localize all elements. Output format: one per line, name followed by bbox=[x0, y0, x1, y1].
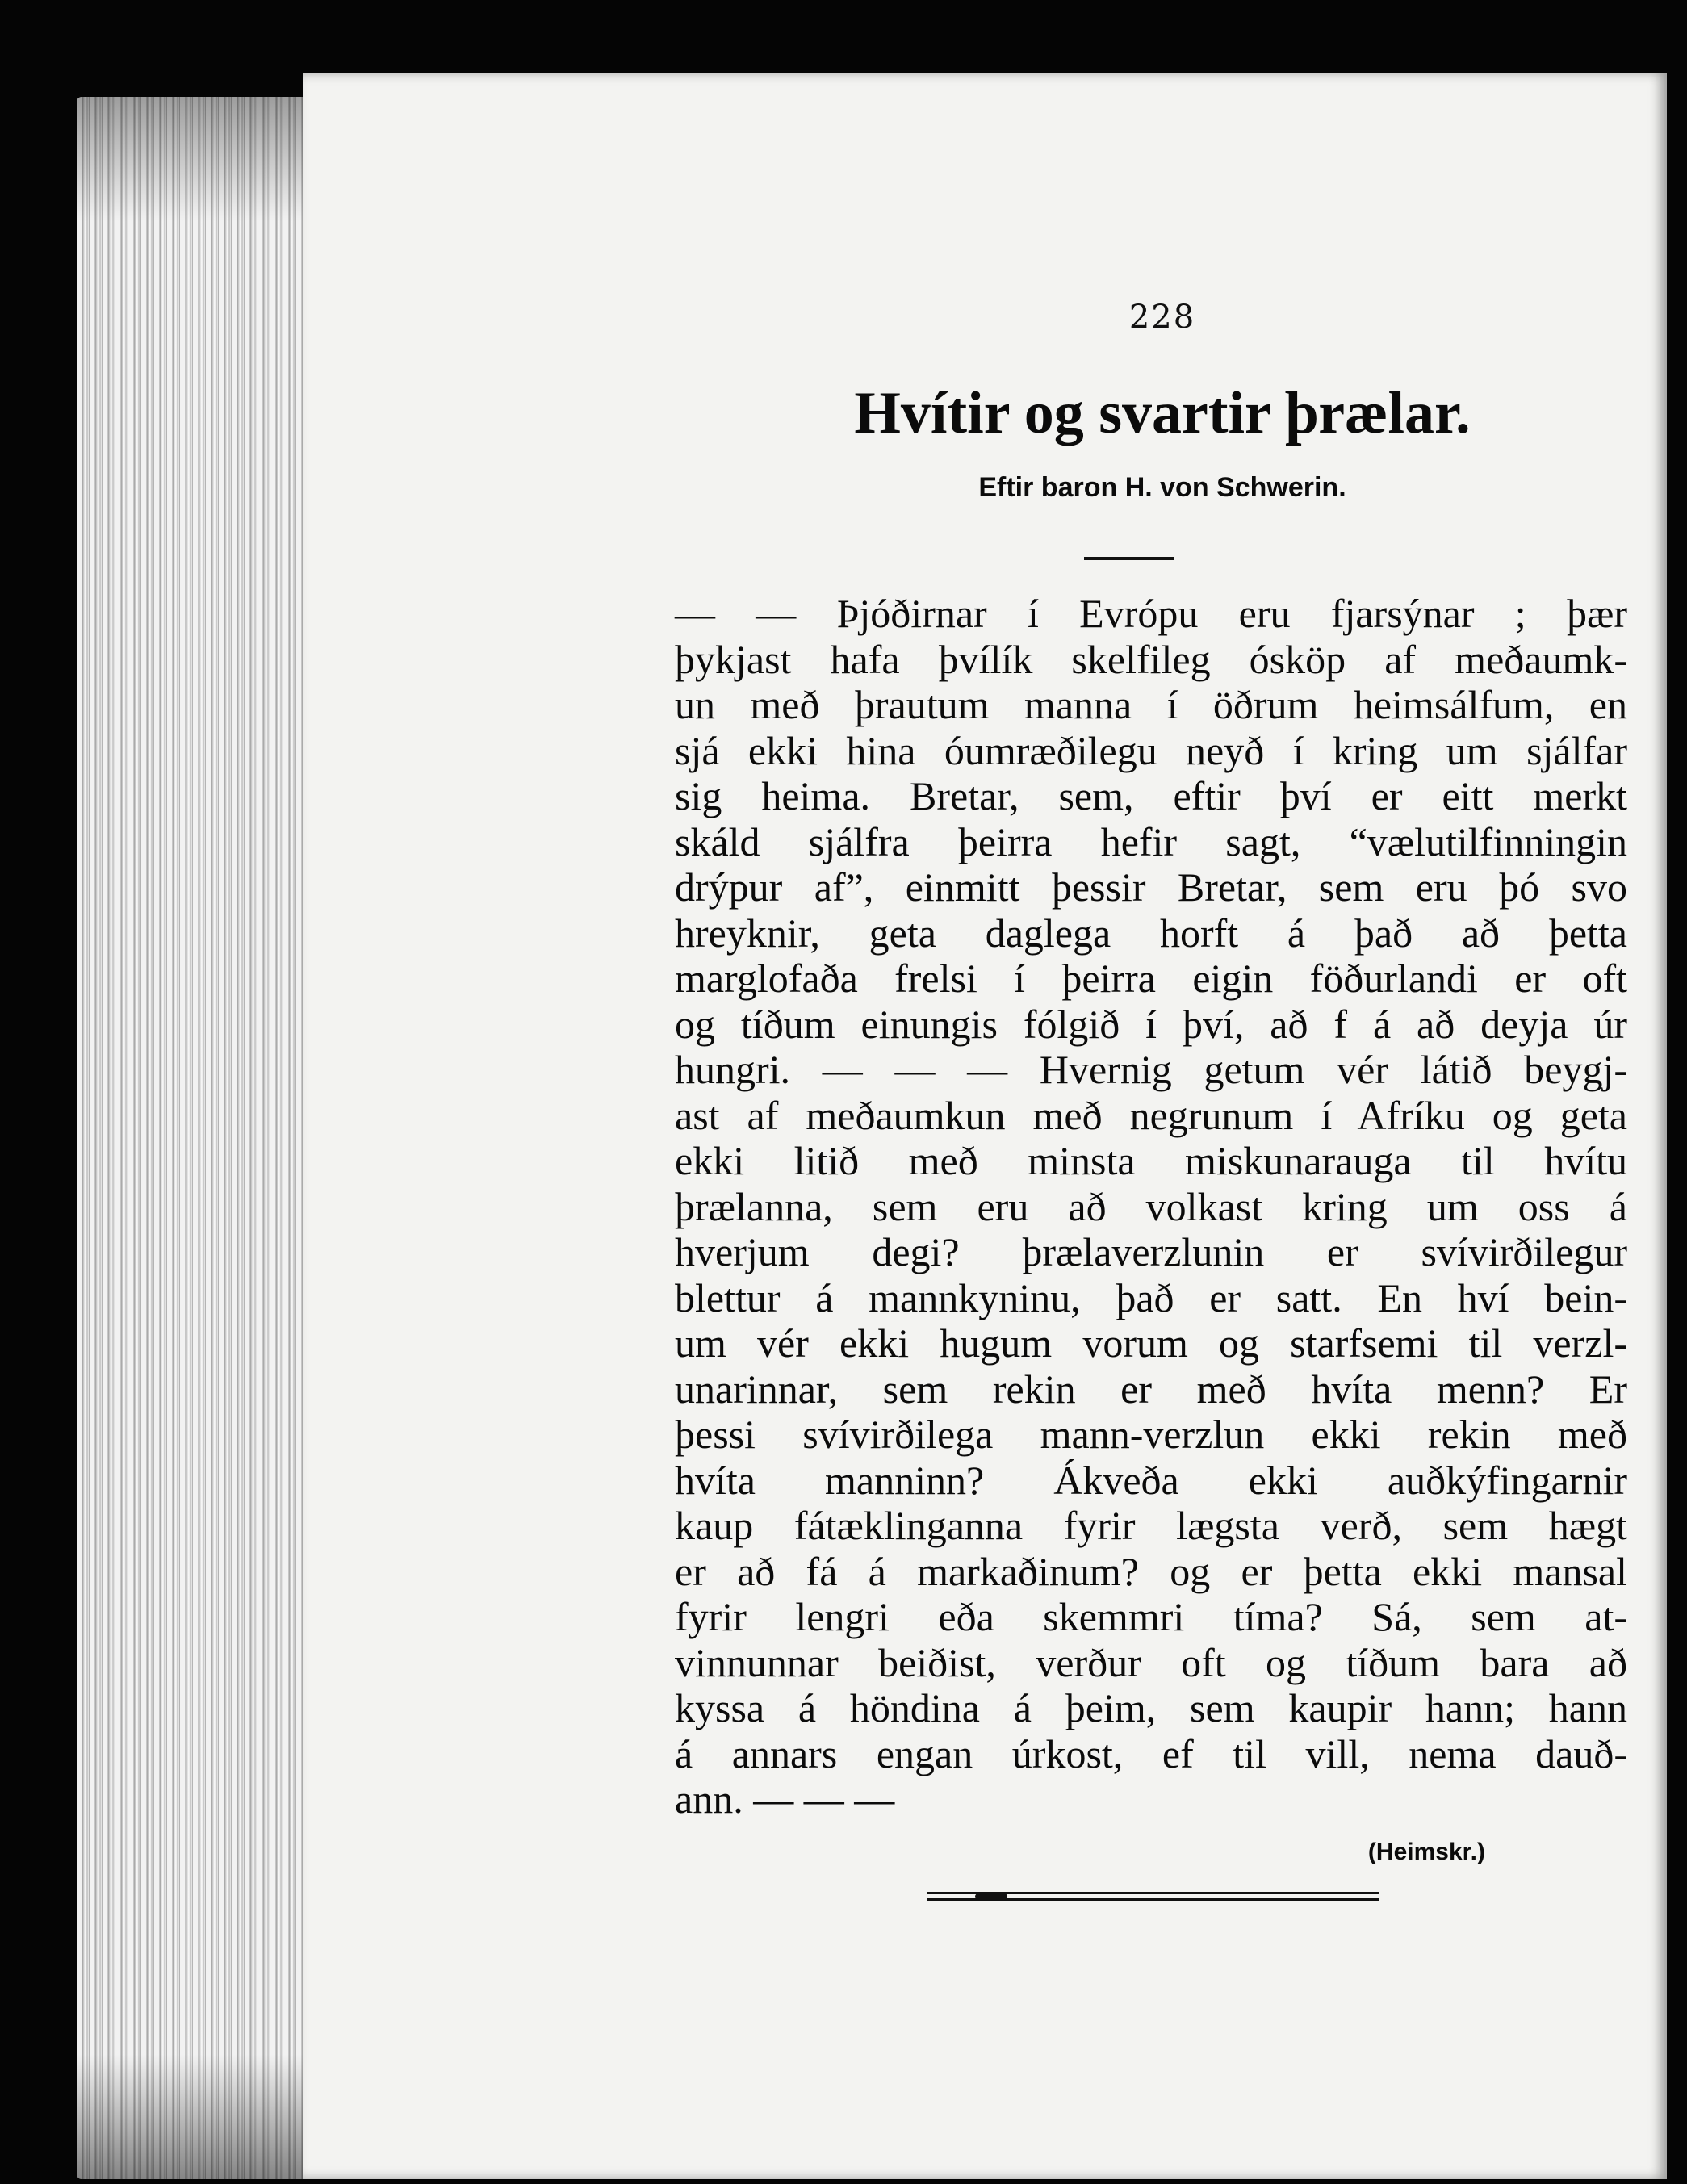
body-line: þessi svívirðilega mann-verzlun ekki rekin með bbox=[675, 1412, 1627, 1457]
body-line: um vér ekki hugum vorum og starfsemi til verzl- bbox=[675, 1320, 1627, 1366]
body-line: marglofaða frelsi í þeirra eigin föðurlandi er oft bbox=[675, 956, 1627, 1001]
body-line: blettur á mannkyninu, það er satt. En hví bein- bbox=[675, 1274, 1627, 1320]
body-line: — — Þjóðirnar í Evrópu eru fjarsýnar ; þær bbox=[675, 591, 1627, 636]
body-line: kyssa á höndina á þeim, sem kaupir hann; hann bbox=[675, 1685, 1627, 1730]
body-line: sig heima. Bretar, sem, eftir því er eitt merkt bbox=[675, 773, 1627, 818]
title-divider bbox=[1084, 557, 1174, 560]
body-line: vinnunnar beiðist, verður oft og tíðum bara að bbox=[675, 1639, 1627, 1685]
body-line: og tíðum einungis fólgið í því, að f á að deyja úr bbox=[675, 1001, 1627, 1047]
body-line: sjá ekki hina óumræðilegu neyð í kring um sjálfar bbox=[675, 727, 1627, 773]
article-byline: Eftir baron H. von Schwerin. bbox=[978, 472, 1346, 503]
article-body bbox=[675, 591, 1627, 1822]
body-line: ast af meðaumkun með negrunum í Afríku og geta bbox=[675, 1092, 1627, 1138]
body-line: ann. — — — bbox=[675, 1776, 895, 1822]
book-page-edges bbox=[77, 97, 311, 2179]
body-line: á annars engan úrkost, ef til vill, nema dauð- bbox=[675, 1730, 1627, 1776]
body-line: unarinnar, sem rekin er með hvíta menn? Er bbox=[675, 1366, 1627, 1412]
page-number: 228 bbox=[1128, 299, 1196, 336]
source-attribution: (Heimskr.) bbox=[1367, 1839, 1485, 1865]
body-line: er að fá á markaðinum? og er þetta ekki mansal bbox=[675, 1548, 1627, 1594]
body-line: þrælanna, sem eru að volkast kring um oss á bbox=[675, 1183, 1627, 1229]
body-line: þykjast hafa þvílík skelfileg ósköp af meðaumk- bbox=[675, 636, 1627, 682]
body-line: hvíta manninn? Ákveða ekki auðkýfingarnir bbox=[675, 1457, 1627, 1503]
body-line: fyrir lengri eða skemmri tíma? Sá, sem at- bbox=[675, 1594, 1627, 1639]
end-divider bbox=[927, 1892, 1379, 1903]
body-line: kaup fátæklinganna fyrir lægsta verð, sem hægt bbox=[675, 1503, 1627, 1548]
body-line: hverjum degi? þrælaverzlunin er svívirðilegur bbox=[675, 1229, 1627, 1274]
body-line: hungri. — — — Hvernig getum vér látið beygj- bbox=[675, 1047, 1627, 1092]
body-line: un með þrautum manna í öðrum heimsálfum, en bbox=[675, 682, 1627, 727]
body-line: skáld sjálfra þeirra hefir sagt, “vælutilfinningin bbox=[675, 818, 1627, 864]
body-line: ekki litið með minsta miskunarauga til hvítu bbox=[675, 1138, 1627, 1183]
article-title: Hvítir og svartir þrælar. bbox=[854, 380, 1471, 446]
body-line: drýpur af”, einmitt þessir Bretar, sem eru þó svo bbox=[675, 864, 1627, 910]
body-line: hreyknir, geta daglega horft á það að þetta bbox=[675, 910, 1627, 956]
